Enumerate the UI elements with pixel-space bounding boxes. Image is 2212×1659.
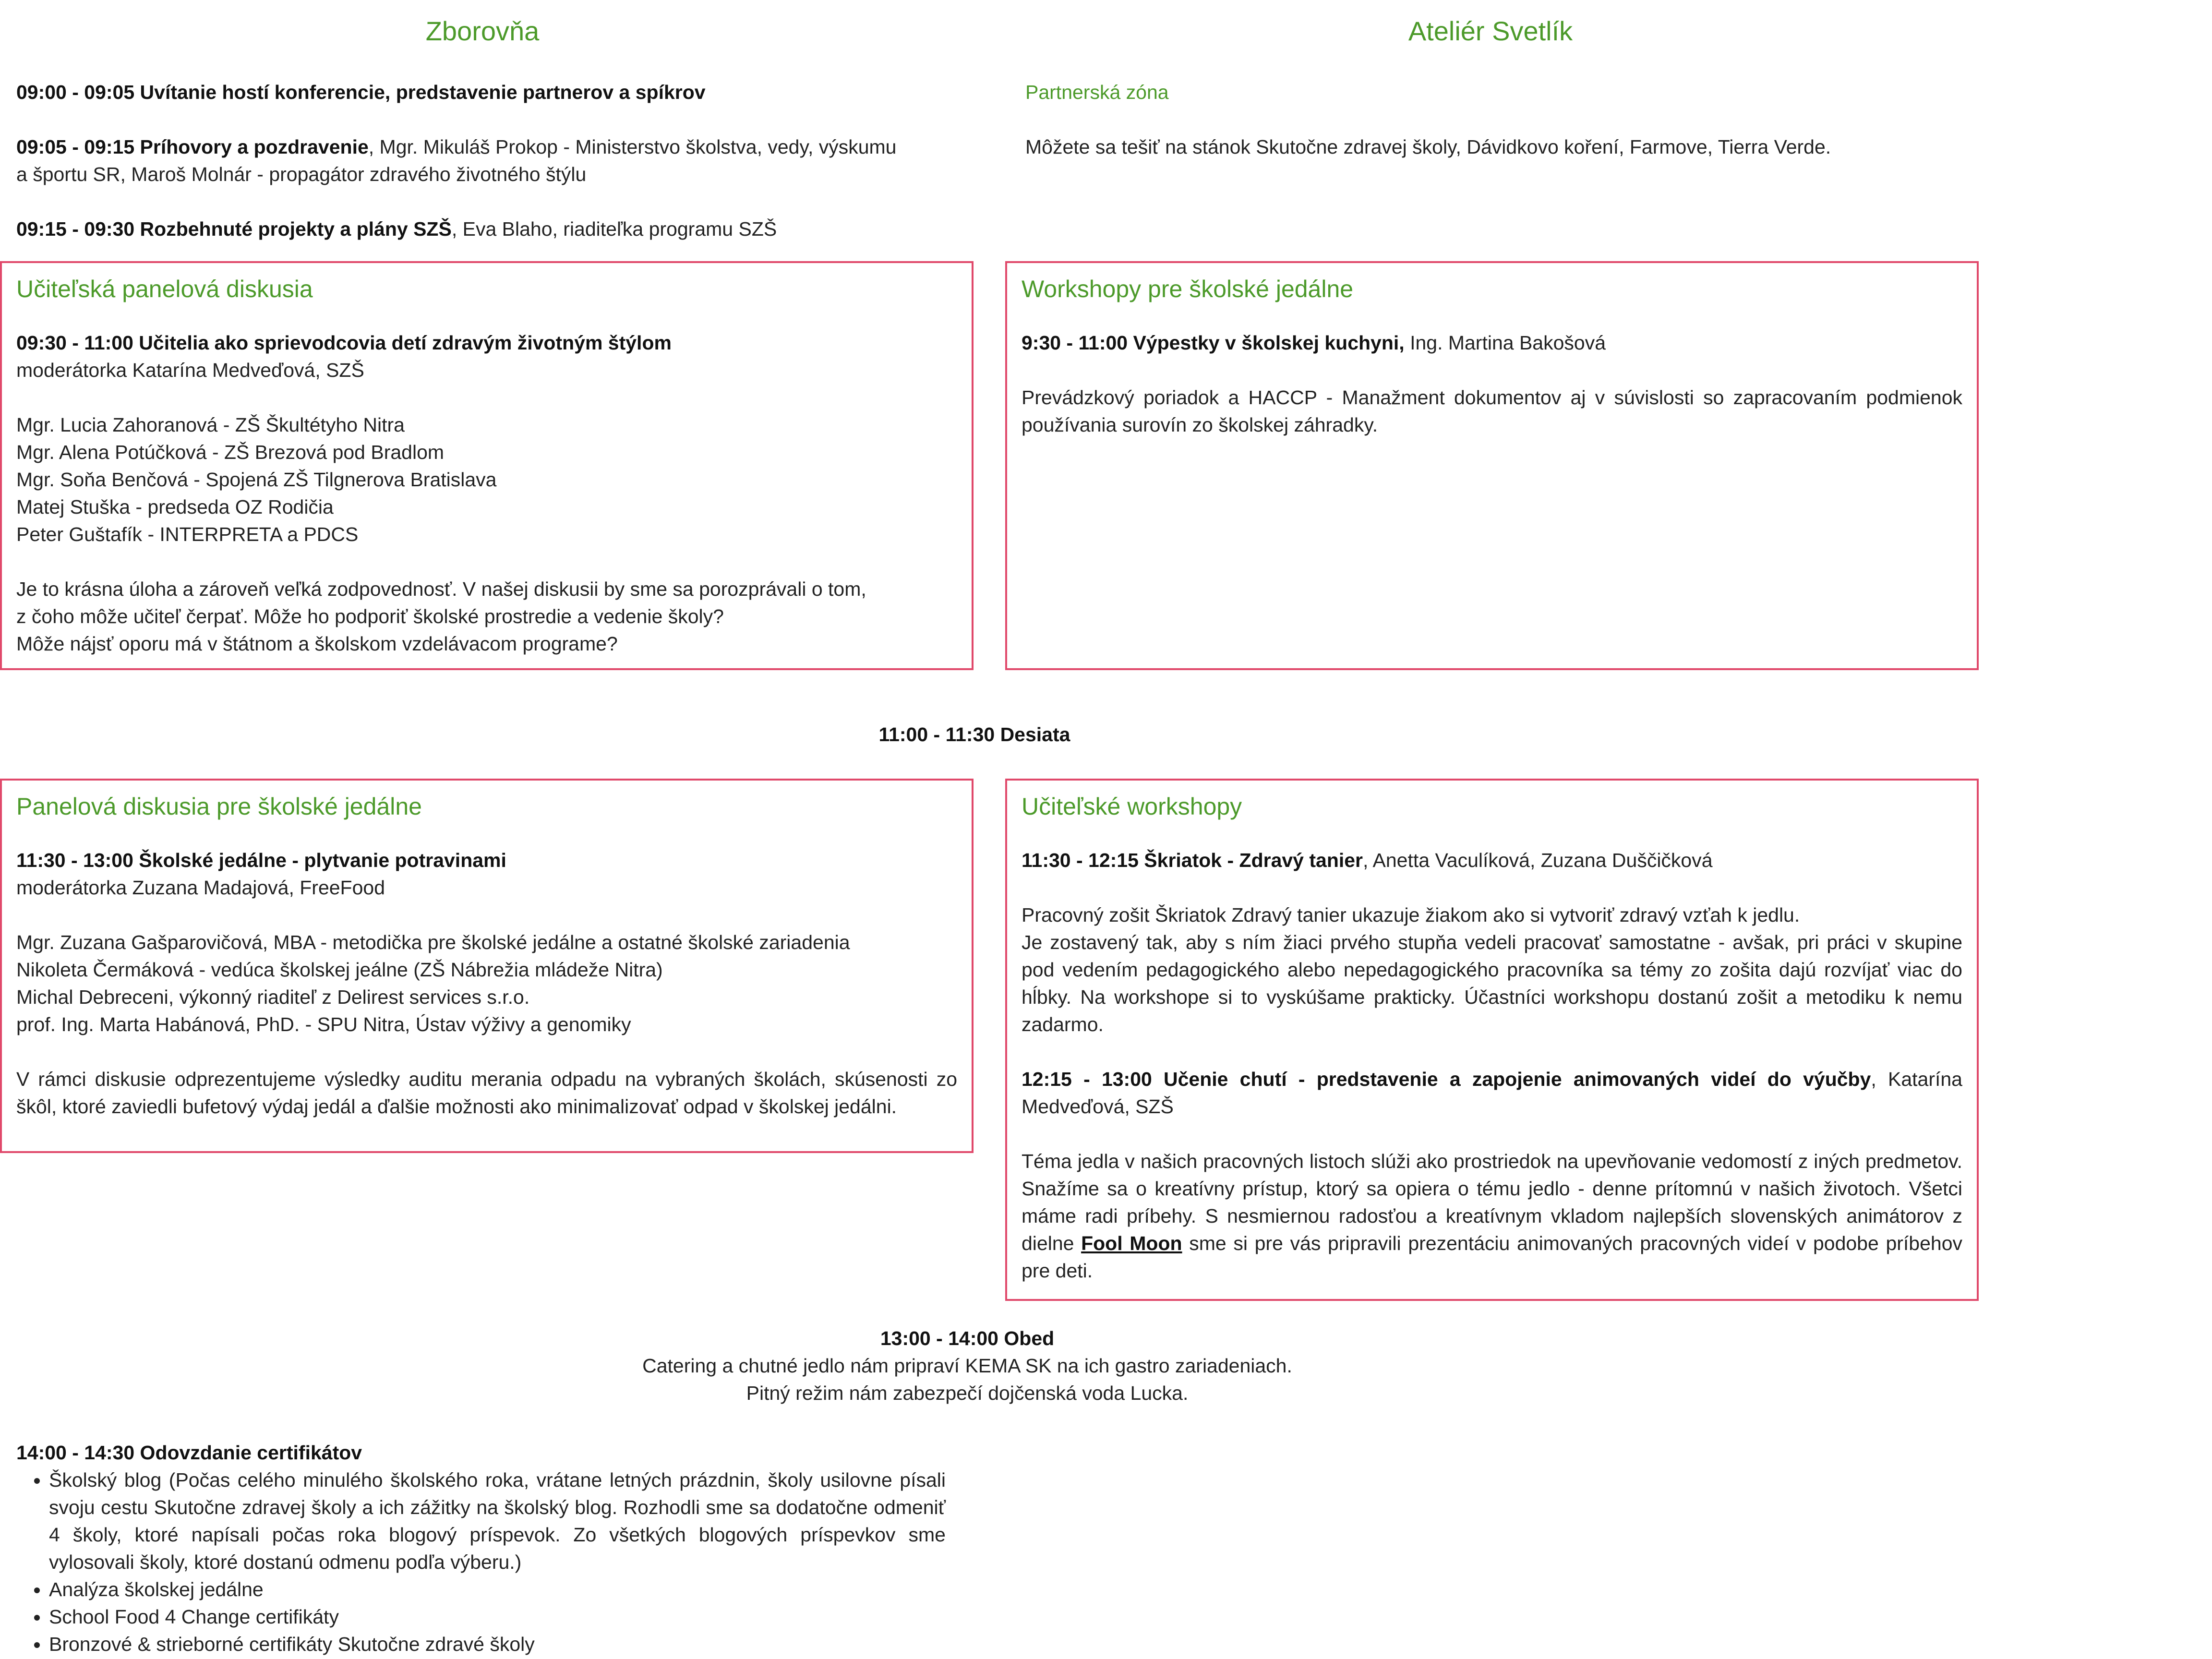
panel-canteens-title: Panelová diskusia pre školské jedálne [16,793,422,820]
certificates-section [16,1439,946,1658]
column-title-zborovna: Zborovňa [425,16,540,46]
intro-section [16,79,967,243]
panelist: prof. Ing. Marta Habánová, PhD. - SPU Nitra, Ústav výživy a genomiky [16,1013,631,1035]
panelist: Mgr. Alena Potúčková - ZŠ Brezová pod Bradlom [16,441,445,463]
workshop-2-desc-a: Téma jedla v našich pracovných listoch slúži ako prostriedok na upevňovanie vedomostí z iných predmetov. Snažíme sa o kreatívny prístup, ktorý sa opiera o tému jedlo - denne prítomnú v našich životoch. Všetci máme radi príbehy. S nesmiernou radosťou a kreatívnym vkladom najlepších slovenských animátorov z dielne [1022,1150,1962,1254]
lunch-water: Pitný režim nám zabezpečí dojčenská voda Lucka. [746,1382,1189,1404]
certificates-title: 14:00 - 14:30 Odovzdanie certifikátov [16,1442,362,1464]
certificates-list [16,1467,946,1658]
column-title-atelier: Ateliér Svetlík [1408,16,1573,46]
panel-teachers-moderator: moderátorka Katarína Medveďová, SZŠ [16,359,364,381]
list-item: • Analýza školskej jedálne [49,1576,946,1603]
panel-teachers-desc: z čoho môže učiteľ čerpať. Môže ho podporiť školské prostredie a vedenie školy? [16,605,724,627]
panel-canteens-moderator: moderátorka Zuzana Madajová, FreeFood [16,877,385,899]
panelist: Peter Guštafík - INTERPRETA a PDCS [16,523,359,545]
intro-item-speeches [16,133,967,161]
panel-teachers-time: 09:30 - 11:00 Učitelia ako sprievodcovia detí zdravým životným štýlom [16,332,672,354]
lunch-time: 13:00 - 14:00 Obed [880,1327,1055,1349]
workshop-2-speakers: , Katarína Medveďová, SZŠ [1022,1068,1962,1118]
fool-moon-link[interactable]: Fool Moon [1081,1232,1182,1254]
break-snack: 11:00 - 11:30 Desiata [878,723,1070,745]
workshops-canteens-box [1005,261,1979,670]
intro-item-projects-time: 09:15 - 09:30 Rozbehnuté projekty a plány SZŠ [16,218,452,240]
workshop-2-desc-b: sme si pre vás pripravili prezentáciu animovaných pracovných videí v podobe príbehov pre deti. [1022,1232,1962,1282]
teacher-workshops-box [1005,779,1979,1301]
lunch-catering: Catering a chutné jedlo nám pripraví KEMA SK na ich gastro zariadeniach. [642,1355,1292,1377]
workshop-2-session [1022,1066,1962,1120]
panelist: Michal Debreceni, výkonný riaditeľ z Delirest services s.r.o. [16,986,530,1008]
workshop-2-desc [1022,1148,1962,1285]
intro-item-welcome: 09:00 - 09:05 Uvítanie hostí konferencie, predstavenie partnerov a spíkrov [16,81,706,103]
panel-teachers-desc: Môže nájsť oporu má v štátnom a školskom vzdelávacom programe? [16,633,618,655]
panel-canteens-desc: V rámci diskusie odprezentujeme výsledky auditu merania odpadu na vybraných školách, skúsenosti zo škôl, ktoré zaviedli bufetový výdaj jedál a ďalšie možnosti ako minimalizovať odpad v školskej jedálni. [16,1068,957,1118]
workshops-canteens-title: Workshopy pre školské jedálne [1022,276,1354,302]
intro-item-projects-speaker: , Eva Blaho, riaditeľka programu SZŠ [451,218,777,240]
workshop-1-session [1022,847,1962,874]
panelist: Mgr. Zuzana Gašparovičová, MBA - metodička pre školské jedálne a ostatné školské zariadenia [16,931,850,953]
workshops-canteens-desc: Prevádzkový poriadok a HACCP - Manažment dokumentov aj v súvislosti so zapracovaním podmienok používania surovín zo školskej záhradky. [1022,386,1962,436]
panelist: Nikoleta Čermáková - vedúca školskej jeálne (ZŠ Nábrežia mládeže Nitra) [16,959,663,981]
list-item: • School Food 4 Change certifikáty [49,1603,946,1631]
partner-zone-title: Partnerská zóna [1025,81,1169,103]
panel-teachers-box [0,261,974,670]
intro-item-speeches-speakers: , Mgr. Mikuláš Prokop - Ministerstvo školstva, vedy, výskumu [368,136,897,158]
partner-zone-text: Môžete sa tešiť na stánok Skutočne zdravej školy, Dávidkovo koření, Farmove, Tierra Verde. [1025,136,1831,158]
teacher-workshops-title: Učiteľské workshopy [1022,793,1242,820]
panel-canteens-time: 11:30 - 13:00 Školské jedálne - plytvanie potravinami [16,849,506,871]
panelist: Matej Stuška - predseda OZ Rodičia [16,496,334,518]
workshop-1-speakers: , Anetta Vaculíková, Zuzana Duščičková [1363,849,1713,871]
partner-zone [1025,79,1961,161]
intro-item-speeches-time: 09:05 - 09:15 Príhovory a pozdravenie [16,136,369,158]
list-item: • Školský blog (Počas celého minulého školského roka, vrátane letných prázdnin, školy usilovne písali svoju cestu Skutočne zdravej školy a ich zážitky na školský blog. Rozhodli sme sa dodatočne odmeniť 4 školy, ktoré napísali počas roka blogový príspevok. Zo všetkých blogových príspevkov sme vylosovali školy, ktoré dostanú odmenu podľa výberu.) [49,1467,946,1576]
workshops-canteens-session [1022,329,1962,357]
lunch-section [0,1325,1935,1407]
workshop-1-desc-2: Je zostavený tak, aby s ním žiaci prvého stupňa vedeli pracovať samostatne - avšak, pri práci v skupine pod vedením pedagogického alebo nepedagogického pracovníka sa témy zo zošita dajú rozvíjať viac do hĺbky. Na workshope si to vyskúšame prakticky. Účastníci workshopu dostanú zošit a metodiku k nemu zadarmo. [1022,931,1962,1035]
panelist: Mgr. Lucia Zahoranová - ZŠ Škultétyho Nitra [16,414,405,436]
panelist: Mgr. Soňa Benčová - Spojená ZŠ Tilgnerova Bratislava [16,469,497,491]
panel-teachers-desc: Je to krásna úloha a zároveň veľká zodpovednosť. V našej diskusii by sme sa porozprávali o tom, [16,578,866,600]
workshops-canteens-speaker: Ing. Martina Bakošová [1404,332,1606,354]
panel-teachers-title: Učiteľská panelová diskusia [16,276,313,302]
intro-item-projects [16,216,967,243]
panel-canteens-box [0,779,974,1153]
workshop-1-time: 11:30 - 12:15 Škriatok - Zdravý tanier [1022,849,1363,871]
workshop-2-time: 12:15 - 13:00 Učenie chutí - predstavenie a zapojenie animovaných videí do výučby [1022,1068,1871,1090]
workshops-canteens-time: 9:30 - 11:00 Výpestky v školskej kuchyni, [1022,332,1405,354]
workshop-1-desc-1: Pracovný zošit Škriatok Zdravý tanier ukazuje žiakom ako si vytvoriť zdravý vzťah k jedlu. [1022,904,1800,926]
intro-item-speeches-line2: a športu SR, Maroš Molnár - propagátor zdravého životného štýlu [16,163,587,185]
list-item: • Bronzové & strieborné certifikáty Skutočne zdravé školy [49,1631,946,1658]
